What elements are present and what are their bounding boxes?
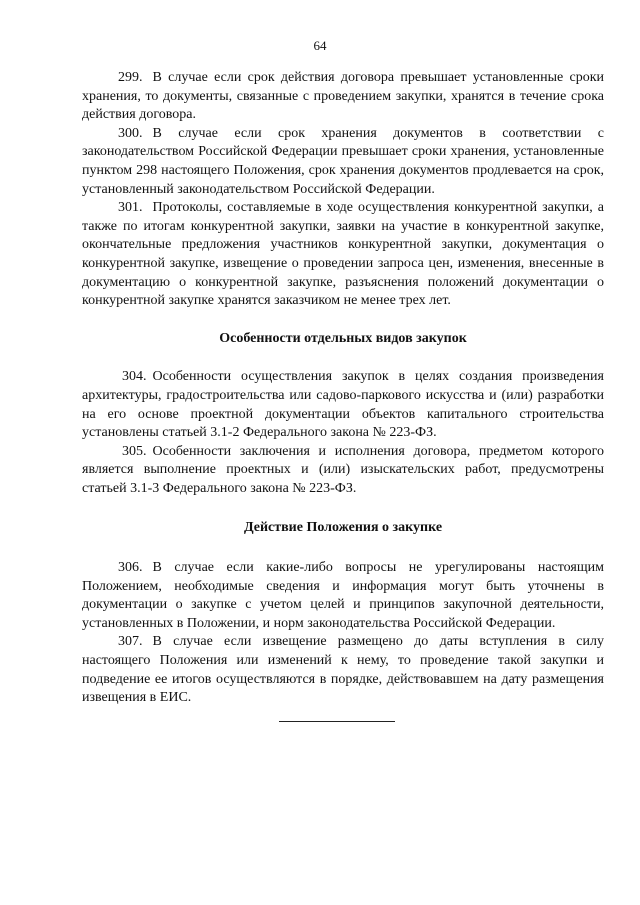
section-storage: [82, 69, 604, 311]
paragraph-number: 301.: [118, 200, 143, 216]
paragraph-300: [82, 125, 604, 199]
paragraph-text: В случае если какие-либо вопросы не урегулированы настоящим Положением, необходимые сведения и информация могут быть уточнены в документации о закупке с учетом целей и принципов закупочной деятельности, установленных в Положении, и норм законодательства Российской Федерации.: [82, 560, 604, 631]
paragraph-number: 306.: [118, 560, 143, 576]
paragraph-text: В случае если срок хранения документов в соответствии с законодательством Российской Федерации превышает сроки хранения, установленные пунктом 298 настоящего Положения, срок хранения документов продлевается на срок, установленный законодательством Российской Федерации.: [82, 125, 604, 197]
paragraph-text: В случае если извещение размещено до даты вступления в силу настоящего Положения или изменений к нему, то проведение такой закупки и подведение ее итогов осуществляются в порядке, действовавшем на дату размещения извещения в ЕИС.: [82, 634, 604, 706]
paragraph-304: [82, 368, 604, 442]
paragraph-number: 307.: [118, 634, 143, 650]
paragraph-number: 300.: [118, 125, 143, 141]
paragraph-text: Протоколы, составляемые в ходе осуществления конкурентной закупки, а также по итогам конкурентной закупки, заявки на участие в конкурентной закупке, окончательные предложения участников конкурентной закупки, документация о конкурентной закупке, извещение о проведении запроса цен, изменения, внесенные в документацию о конкурентной закупке, разъяснения положений документации о конкурентной закупке хранятся заказчиком не менее трех лет.: [82, 200, 604, 309]
paragraph-301: [82, 199, 604, 311]
document-body: [82, 69, 604, 708]
paragraph-number: 304.: [122, 369, 147, 385]
paragraph-number: 299.: [118, 70, 143, 85]
section-heading-regulation-effect: Действие Положения о закупке: [243, 520, 443, 536]
paragraph-305: [82, 443, 604, 499]
paragraph-306: [82, 559, 604, 633]
paragraph-number: 305.: [122, 443, 147, 459]
section-heading-special-procurements: Особенности отдельных видов закупок: [219, 330, 467, 346]
paragraph-299: [82, 69, 604, 125]
paragraph-text: Особенности заключения и исполнения договора, предметом которого является выполнение проектных и (или) изыскательских работ, предусмотрены статьей 3.1-3 Федерального закона № 223-ФЗ.: [82, 443, 604, 496]
paragraph-text: Особенности осуществления закупок в целях создания произведения архитектуры, градостроительства или садово-паркового искусства и (или) разработки на его основе проектной документации объектов капитального строительства установлены статьей 3.1-2 Федерального закона № 223-ФЗ.: [82, 369, 604, 441]
paragraph-text: В случае если срок действия договора превышает установленные сроки хранения, то документы, связанные с проведением закупки, хранятся в течение срока действия договора.: [82, 70, 604, 123]
section-regulation-effect: [82, 559, 604, 708]
page-number: 64: [313, 38, 327, 53]
closing-rule: [279, 721, 395, 722]
section-special-procurements: [82, 368, 604, 498]
paragraph-307: [82, 633, 604, 707]
